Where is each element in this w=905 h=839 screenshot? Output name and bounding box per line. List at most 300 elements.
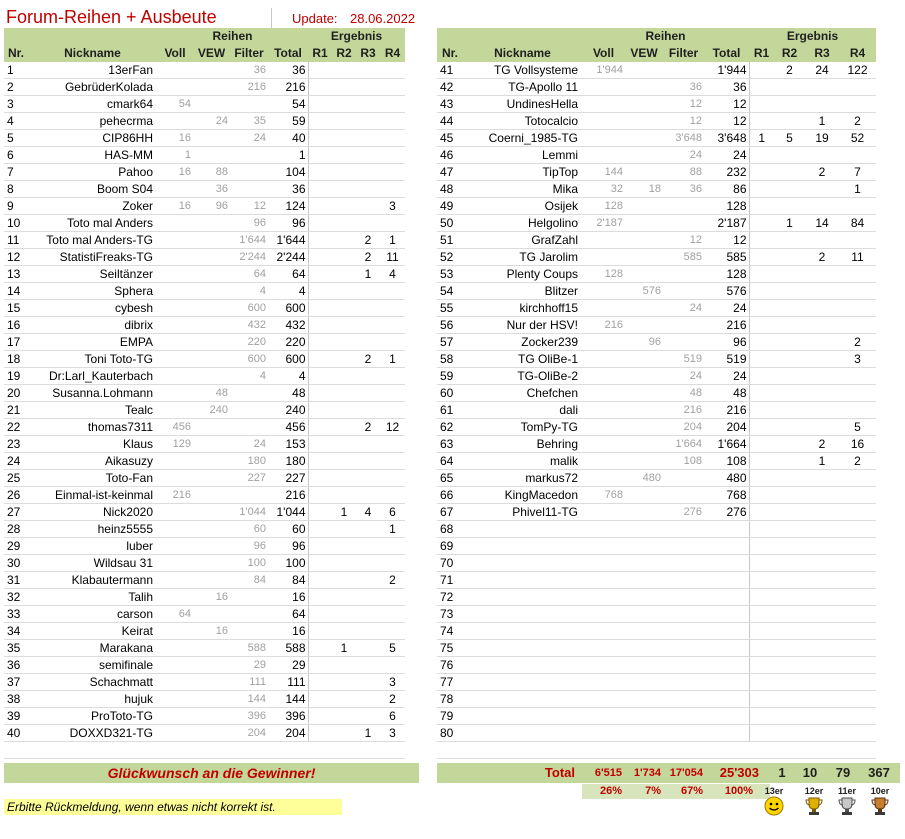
cell-total [704,640,749,657]
cell-r2 [332,164,356,181]
cell-r4 [839,606,876,623]
col-header-nickname: Nickname [28,44,157,62]
cell-filter: 216 [663,402,704,419]
table-row [437,402,876,419]
cell-r3 [805,283,839,300]
cell-vew [193,351,230,368]
cell-r3 [805,674,839,691]
cell-r3 [805,572,839,589]
cell-r2 [774,181,805,198]
cell-r3 [356,708,380,725]
cell-r4 [380,606,405,623]
cell-r4 [839,368,876,385]
cell-voll [157,470,193,487]
cell-total: 48 [704,385,749,402]
cell-filter: 24 [230,130,268,147]
table-row [4,232,405,249]
cell-nr: 75 [437,640,463,657]
cell-filter: 36 [230,62,268,79]
smiley-icon [763,796,785,816]
cell-r2 [332,674,356,691]
cell-r1 [749,640,774,657]
cell-nickname: cmark64 [28,96,157,113]
cell-r2 [332,317,356,334]
cell-voll [157,453,193,470]
cell-nr: 55 [437,300,463,317]
cell-r4 [380,385,405,402]
cell-r2 [774,504,805,521]
cell-r2: 2 [774,62,805,79]
cell-r4 [839,300,876,317]
feedback-note: Erbitte Rückmeldung, wenn etwas nicht korrekt ist. [4,799,342,815]
cell-r4 [839,555,876,572]
cell-total: 204 [704,419,749,436]
cell-r4 [839,708,876,725]
cell-voll [157,572,193,589]
table-row [437,538,876,555]
table-row [437,368,876,385]
cell-r1 [749,589,774,606]
cell-r3 [356,368,380,385]
cell-r4 [839,572,876,589]
table-row [437,62,876,79]
cell-nickname: TG OliBe-1 [463,351,582,368]
cell-voll [582,402,625,419]
cell-r2 [774,589,805,606]
cell-filter [663,640,704,657]
cell-nickname: thomas7311 [28,419,157,436]
cell-r1 [308,521,332,538]
cell-total [704,606,749,623]
cell-r4 [839,283,876,300]
cell-voll [157,402,193,419]
cell-nickname: UndinesHella [463,96,582,113]
cell-voll [157,266,193,283]
cell-total: 4 [268,368,308,385]
cell-r2 [774,232,805,249]
cell-r1 [749,317,774,334]
percentage-row [582,784,770,799]
cell-nr: 69 [437,538,463,555]
cell-nr: 66 [437,487,463,504]
cell-total [704,538,749,555]
header-cell-empty [437,28,463,44]
cell-nr: 62 [437,419,463,436]
cell-nr: 40 [4,725,28,742]
cell-r1 [749,181,774,198]
cell-vew [193,521,230,538]
cell-nr: 19 [4,368,28,385]
cell-filter: 180 [230,453,268,470]
table-row [4,368,405,385]
cell-vew [193,130,230,147]
cell-filter: 35 [230,113,268,130]
cell-nr: 46 [437,147,463,164]
cell-r2 [774,283,805,300]
table-row [4,130,405,147]
cell-total: 24 [704,368,749,385]
cell-filter: 60 [230,521,268,538]
cell-filter [663,657,704,674]
cell-vew [193,147,230,164]
table-row [4,504,405,521]
group-header-ergebnis: Ergebnis [749,28,876,44]
cell-vew [193,62,230,79]
cell-nr: 42 [437,79,463,96]
header-cell-empty [4,28,28,44]
cell-r1 [749,504,774,521]
cell-nickname: Wildsau 31 [28,555,157,572]
table-row [437,181,876,198]
cell-vew: 88 [193,164,230,181]
cell-total [704,657,749,674]
cell-nickname: GebrüderKolada [28,79,157,96]
cell-nickname: Toto mal Anders-TG [28,232,157,249]
cell-vew [193,470,230,487]
cell-r4: 2 [839,334,876,351]
cell-r4 [839,96,876,113]
cell-total: 2'244 [268,249,308,266]
cell-r3 [805,589,839,606]
cell-r3 [356,317,380,334]
col-header-r4: R4 [839,44,876,62]
cell-r1 [749,300,774,317]
table-row [4,249,405,266]
cell-vew [625,368,663,385]
cell-voll [582,674,625,691]
cell-r4: 4 [380,266,405,283]
cell-r1 [308,62,332,79]
cell-r2 [332,62,356,79]
cell-voll [157,334,193,351]
cell-filter: 88 [663,164,704,181]
cell-vew [193,674,230,691]
cell-r1 [749,164,774,181]
cell-r1 [308,555,332,572]
cell-voll: 128 [582,198,625,215]
cell-r1 [749,674,774,691]
table-row [4,147,405,164]
cell-r1 [308,334,332,351]
cell-r4 [380,538,405,555]
cell-filter: 36 [663,181,704,198]
cell-total: 104 [268,164,308,181]
cell-r3 [805,657,839,674]
table-row [437,521,876,538]
table-row [437,266,876,283]
table-row [437,436,876,453]
table-row [437,504,876,521]
cell-filter [663,708,704,725]
cell-total [704,691,749,708]
cell-r3 [356,198,380,215]
cell-r4: 5 [839,419,876,436]
cell-r4: 7 [839,164,876,181]
cell-r3 [356,538,380,555]
cell-r1 [749,657,774,674]
cell-nickname: Toto-Fan [28,470,157,487]
cell-r2 [774,487,805,504]
cell-r3 [356,572,380,589]
cell-r4 [380,147,405,164]
cell-r3: 14 [805,215,839,232]
cell-r3 [356,623,380,640]
table-row [437,691,876,708]
cell-vew [625,708,663,725]
cell-total: 576 [704,283,749,300]
cell-r1 [749,521,774,538]
cell-nr: 27 [4,504,28,521]
table-row [437,113,876,130]
cell-total: 1'944 [704,62,749,79]
cell-filter: 585 [663,249,704,266]
cell-r4: 1 [380,521,405,538]
cell-nr: 60 [437,385,463,402]
cell-voll [157,504,193,521]
cell-r3 [356,300,380,317]
cell-r4 [380,368,405,385]
cell-r3 [805,640,839,657]
cell-nickname: dali [463,402,582,419]
cell-total: 96 [268,538,308,555]
cell-r4: 3 [380,674,405,691]
table-row [437,351,876,368]
cell-total: 111 [268,674,308,691]
col-header-voll: Voll [157,44,193,62]
cell-r2 [332,351,356,368]
cell-vew [625,521,663,538]
cell-r4 [839,589,876,606]
cell-r4 [380,436,405,453]
cell-total: 12 [704,232,749,249]
cell-vew [625,640,663,657]
cell-r4 [839,725,876,742]
cell-r4 [380,283,405,300]
cell-vew [193,606,230,623]
cell-filter [663,215,704,232]
cell-filter: 600 [230,300,268,317]
cell-total: 204 [268,725,308,742]
cell-r3 [356,96,380,113]
cell-vew [625,419,663,436]
cell-nickname: Zocker239 [463,334,582,351]
col-header-r1: R1 [308,44,332,62]
cell-total [704,623,749,640]
cell-filter [663,283,704,300]
table-row [437,623,876,640]
cell-total: 232 [704,164,749,181]
cell-nickname: ProToto-TG [28,708,157,725]
cell-total: 216 [704,317,749,334]
cell-voll [157,521,193,538]
cell-nickname: TG-Apollo 11 [463,79,582,96]
cell-r3: 2 [805,249,839,266]
cell-voll [157,657,193,674]
cell-vew [625,198,663,215]
cell-r1 [749,147,774,164]
table-row [4,487,405,504]
update-label: Update: [292,11,338,26]
cell-nickname: heinz5555 [28,521,157,538]
cell-voll: 1 [157,147,193,164]
cell-voll [582,725,625,742]
cell-r2 [332,283,356,300]
cell-total: 480 [704,470,749,487]
col-header-vew: VEW [193,44,230,62]
cell-nickname: Nur der HSV! [463,317,582,334]
cell-voll [157,368,193,385]
cell-total: 36 [268,181,308,198]
cell-r1 [308,725,332,742]
table-row [437,725,876,742]
cell-total: 600 [268,351,308,368]
cell-voll [582,300,625,317]
group-header-reihen: Reihen [157,28,308,44]
cell-nr: 49 [437,198,463,215]
cell-nickname: Osijek [463,198,582,215]
cell-r2 [774,470,805,487]
cell-total: 16 [268,623,308,640]
cell-total: 128 [704,198,749,215]
cell-nickname [463,691,582,708]
cell-filter [663,606,704,623]
cell-filter [230,385,268,402]
cell-total: 60 [268,521,308,538]
cell-vew [193,555,230,572]
cell-r2 [332,147,356,164]
cell-nr: 80 [437,725,463,742]
cell-total: 96 [268,215,308,232]
trophy-icon [868,796,892,816]
cell-filter [663,572,704,589]
cell-voll [157,538,193,555]
cell-r1: 1 [749,130,774,147]
cell-nickname: TipTop [463,164,582,181]
cell-r3: 1 [356,725,380,742]
cell-voll [157,317,193,334]
cell-filter: 588 [230,640,268,657]
table-row [4,164,405,181]
cell-r1 [308,164,332,181]
cell-nickname: CIP86HH [28,130,157,147]
cell-nickname: Toni Toto-TG [28,351,157,368]
cell-total: 24 [704,147,749,164]
cell-voll: 2'187 [582,215,625,232]
cell-vew [193,691,230,708]
cell-r4 [380,317,405,334]
cell-vew [193,215,230,232]
totals-row [437,763,900,783]
col-header-voll: Voll [582,44,625,62]
cell-vew [625,351,663,368]
total-r3: 79 [835,765,851,780]
cell-r1 [308,487,332,504]
cell-r1 [308,453,332,470]
cell-r3 [356,283,380,300]
table-row [437,555,876,572]
cell-nr: 31 [4,572,28,589]
table-row [437,79,876,96]
cell-r3: 2 [356,351,380,368]
cell-r3 [805,96,839,113]
cell-r1 [308,198,332,215]
cell-r3 [805,623,839,640]
cell-vew: 48 [193,385,230,402]
cell-r2 [774,113,805,130]
cell-r3 [356,674,380,691]
cell-nr: 35 [4,640,28,657]
cell-total: 276 [704,504,749,521]
cell-r1 [749,385,774,402]
cell-filter: 84 [230,572,268,589]
cell-r2 [332,113,356,130]
cell-r4 [839,623,876,640]
cell-r4 [380,623,405,640]
cell-r4 [380,164,405,181]
cell-r3 [356,130,380,147]
cell-r2: 1 [332,640,356,657]
cell-total: 64 [268,266,308,283]
cell-r3 [356,385,380,402]
cell-r1 [308,504,332,521]
table-row [4,555,405,572]
cell-r4: 2 [839,453,876,470]
cell-r4: 2 [380,691,405,708]
cell-voll: 1'944 [582,62,625,79]
cell-r1 [749,555,774,572]
cell-filter: 96 [230,538,268,555]
cell-total: 227 [268,470,308,487]
cell-nickname: 13erFan [28,62,157,79]
cell-r4: 1 [839,181,876,198]
cell-vew [193,572,230,589]
total-r4: 367 [868,765,890,780]
cell-r3: 24 [805,62,839,79]
cell-vew: 16 [193,623,230,640]
table-row [4,640,405,657]
table-row [4,708,405,725]
cell-r2 [332,266,356,283]
table-row [4,623,405,640]
cell-filter: 29 [230,657,268,674]
cell-filter: 24 [663,147,704,164]
cell-nr: 6 [4,147,28,164]
table-row [4,572,405,589]
cell-r4 [839,691,876,708]
col-header-vew: VEW [625,44,663,62]
table-row [4,300,405,317]
cell-filter [663,555,704,572]
cell-vew: 24 [193,113,230,130]
cell-r1 [308,96,332,113]
cell-total: 180 [268,453,308,470]
cell-filter [230,419,268,436]
cell-r1 [749,623,774,640]
col-header-filter: Filter [230,44,268,62]
cell-filter [663,317,704,334]
cell-r4 [839,79,876,96]
cell-filter: 144 [230,691,268,708]
table-row [4,725,405,742]
group-header-ergebnis: Ergebnis [308,28,405,44]
cell-r1 [308,147,332,164]
10er-winner-icon [866,786,894,818]
cell-voll: 768 [582,487,625,504]
cell-r2: 1 [774,215,805,232]
cell-r2 [774,640,805,657]
cell-r1 [749,232,774,249]
cell-nr: 74 [437,623,463,640]
